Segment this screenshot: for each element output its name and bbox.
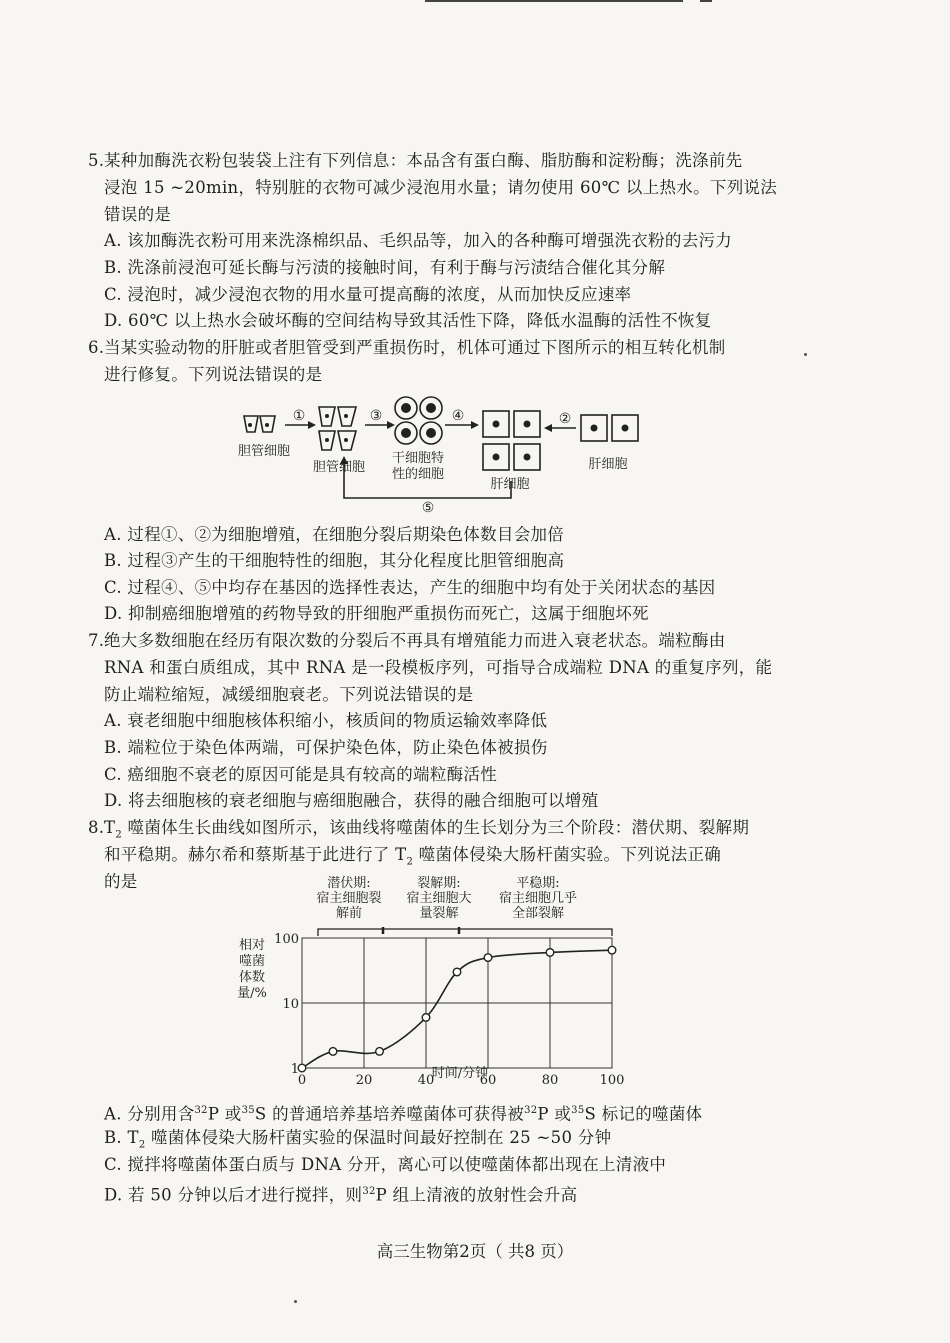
cell-conversion-diagram (0, 395, 950, 525)
data-point (298, 1064, 306, 1072)
q6-option-a: A. 过程①、②为细胞增殖，在细胞分裂后期染色体数目会加倍 (104, 525, 565, 544)
data-point (422, 1014, 430, 1022)
label-step2: ② (558, 411, 572, 427)
q6-option-b: B. 过程③产生的干细胞特性的细胞，其分化程度比胆管细胞高 (104, 551, 565, 570)
phase-lytic: 裂解期: 宿主细胞大 量裂解 (406, 876, 472, 921)
q7-option-d: D. 将去细胞核的衰老细胞与癌细胞融合，获得的融合细胞可以增殖 (104, 791, 599, 810)
data-point (453, 968, 461, 976)
top-border-mark (700, 0, 712, 2)
label-bile-cell-mid: 胆管细胞 (312, 460, 366, 475)
label-bile-cell-left: 胆管细胞 (237, 444, 291, 459)
q5-stem-line-2: 浸泡 15 ~20min，特别脏的衣物可减少浸泡用水量；请勿使用 60℃ 以上热水。下列说法 (104, 178, 778, 197)
x-tick-label: 100 (599, 1073, 625, 1088)
q7-stem-line-2: RNA 和蛋白质组成，其中 RNA 是一段模板序列，可指导合成端粒 DNA 的重复序列，能 (104, 658, 773, 677)
q5-option-b: B. 洗涤前浸泡可延长酶与污渍的接触时间，有利于酶与污渍结合催化其分解 (104, 258, 666, 277)
q7-stem-line-3: 防止端粒缩短，减缓细胞衰老。下列说法错误的是 (104, 685, 474, 704)
x-tick-label: 20 (355, 1073, 373, 1088)
y-tick-label: 10 (282, 997, 299, 1012)
q8-stem-line-2: 和平稳期。赫尔希和蔡斯基于此进行了 $T_2$ 噬菌体侵染大肠杆菌实验。下列说法正确 (104, 845, 722, 868)
q7-option-a: A. 衰老细胞中细胞核体积缩小，核质间的物质运输效率降低 (104, 711, 548, 730)
phase-bracket (318, 929, 612, 936)
phase-plateau: 平稳期: 宿主细胞几乎 全部裂解 (498, 876, 577, 921)
q5-number: 5. (88, 151, 105, 170)
q6-option-c: C. 过程④、⑤中均存在基因的选择性表达，产生的细胞中均有处于关闭状态的基因 (104, 578, 716, 597)
x-tick-label: 80 (541, 1073, 559, 1088)
q5-option-a: A. 该加酶洗衣粉可用来洗涤棉织品、毛织品等，加入的各种酶可增强洗衣粉的去污力 (104, 231, 733, 250)
chart-xlabel: 时间/分钟 (431, 1066, 489, 1081)
data-point (546, 949, 554, 957)
q6-option-d: D. 抑制癌细胞增殖的药物导致的肝细胞严重损伤而死亡，这属于细胞坏死 (104, 604, 649, 623)
q8-option-c: C. 搅拌将噬菌体蛋白质与 DNA 分开，离心可以使噬菌体都出现在上清液中 (104, 1155, 667, 1174)
chart-ylabel: 相对 噬菌 体数 量/% (237, 938, 267, 1001)
label-liver-cell-mid: 肝细胞 (490, 477, 530, 492)
q5-option-d: D. 60℃ 以上热水会破坏酶的空间结构导致其活性下降，降低水温酶的活性不恢复 (104, 311, 712, 330)
q5-option-c: C. 浸泡时，减少浸泡衣物的用水量可提高酶的浓度，从而加快反应速率 (104, 285, 632, 304)
top-border-line (425, 0, 683, 2)
q5-stem-line-3: 错误的是 (104, 205, 172, 224)
page-footer: 高三生物第2页（ 共8 页） (376, 1242, 574, 1261)
q6-stem-line-1: 当某实验动物的肝脏或者胆管受到严重损伤时，机体可通过下图所示的相互转化机制 (104, 338, 726, 357)
y-tick-label: 100 (274, 932, 299, 947)
phase-latent: 潜伏期: 宿主细胞裂 解前 (316, 876, 382, 921)
label-liver-cell-right: 肝细胞 (588, 457, 628, 472)
q7-stem-line-1: 绝大多数细胞在经历有限次数的分裂后不再具有增殖能力而进入衰老状态。端粒酶由 (104, 631, 726, 650)
q5-stem-line-1: 某种加酶洗衣粉包装袋上注有下列信息：本品含有蛋白酶、脂肪酶和淀粉酶；洗涤前先 (104, 151, 743, 170)
q6-number: 6. (88, 338, 105, 357)
y-tick-label: 1 (290, 1062, 299, 1077)
q8-option-b: B. $T_2$ 噬菌体侵染大肠杆菌实验的保温时间最好控制在 25 ~50 分钟 (104, 1128, 612, 1151)
q8-stem-line-3: 的是 (104, 872, 138, 891)
scan-speck (294, 1300, 297, 1303)
q8-option-d: D. 若 50 分钟以后才进行搅拌，则$^{32}$P 组上清液的放射性会升高 (104, 1185, 578, 1205)
q8-stem-line-1: $T_2$ 噬菌体生长曲线如图所示，该曲线将噬菌体的生长划分为三个阶段：潜伏期、裂解期 (104, 818, 750, 841)
label-step3: ③ (369, 408, 383, 424)
data-point (329, 1048, 337, 1056)
data-point (484, 954, 492, 962)
data-point (376, 1048, 384, 1056)
label-stem-like-2: 性的细胞 (391, 467, 445, 482)
label-stem-like-1: 干细胞特 (391, 451, 445, 466)
label-step1: ① (292, 408, 306, 424)
q7-option-c: C. 癌细胞不衰老的原因可能是具有较高的端粒酶活性 (104, 765, 498, 784)
x-tick-label: 60 (479, 1073, 497, 1088)
data-point (608, 946, 616, 954)
q6-stem-line-2: 进行修复。下列说法错误的是 (104, 365, 323, 384)
x-tick-label: 0 (297, 1073, 307, 1088)
q7-number: 7. (88, 631, 105, 650)
label-step5: ⑤ (421, 500, 435, 516)
x-tick-label: 40 (417, 1073, 435, 1088)
q8-number: 8. (88, 818, 105, 837)
q8-option-a: A. 分别用含$^{32}$P 或$^{35}$S 的普通培养基培养噬菌体可获得被$^{32}$P 或$^{35}$S 标记的噬菌体 (104, 1104, 703, 1124)
scan-speck (804, 353, 807, 356)
label-step4: ④ (451, 408, 465, 424)
q7-option-b: B. 端粒位于染色体两端，可保护染色体，防止染色体被损伤 (104, 738, 548, 757)
